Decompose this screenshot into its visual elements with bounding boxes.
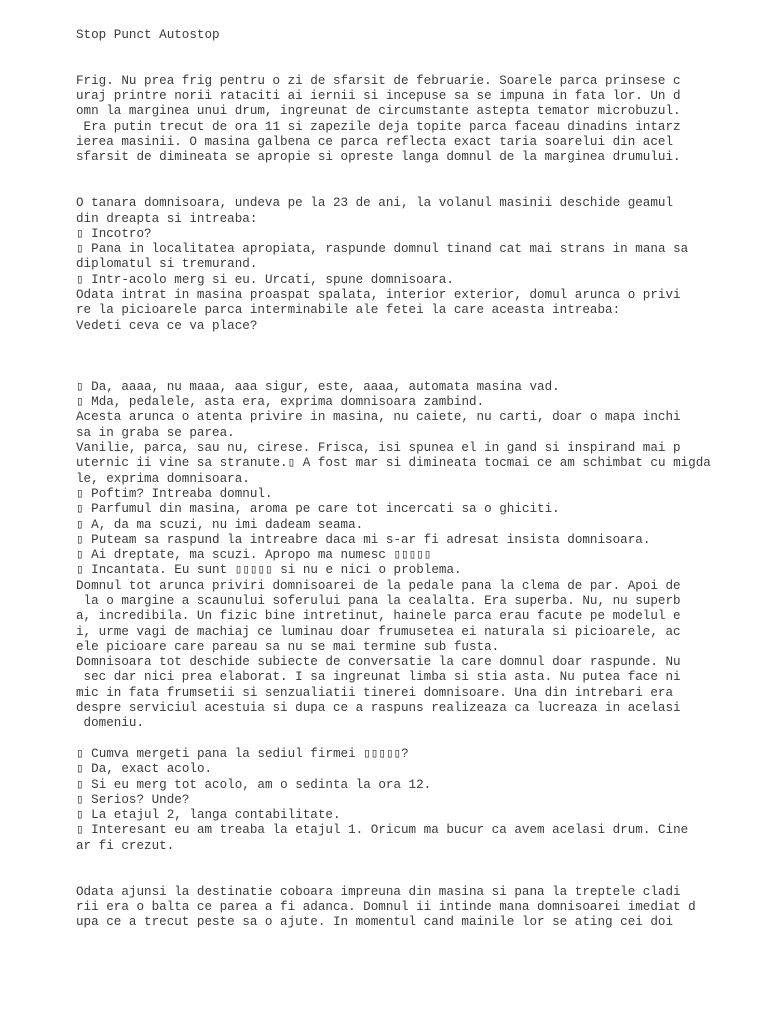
text-line: Vanilie, parca, sau nu, cirese. Frisca, isi spunea el in gand si inspirand mai p [76,441,681,456]
text-line: ▯ Intr-acolo merg si eu. Urcati, spune domnisoara. [76,272,454,287]
text-line: Vedeti ceva ce va place? [76,318,258,333]
text-line: Odata intrat in masina proaspat spalata, interior exterior, domul arunca o privi [76,288,681,303]
text-line: ele picioare care pareau sa nu se mai termine sub fusta. [76,639,500,654]
text-line: re la picioarele parca interminabile ale fetei la care aceasta intreaba: [76,303,621,318]
paragraph-spacer [76,43,716,74]
text-line: upa ce a trecut peste sa o ajute. In momentul cand mainile lor se ating cei doi [76,915,674,930]
text-line: domeniu. [76,716,145,731]
text-line: ▯ Da, aaaa, nu maaa, aaa sigur, este, aaaa, automata masina vad. [76,379,560,394]
text-line: Acesta arunca o atenta privire in masina, nu caiete, nu carti, doar o mapa inchi [76,410,681,425]
paragraph-spacer [76,334,716,380]
text-line: ▯ Incotro? [76,226,152,241]
text-line: Domnisoara tot deschide subiecte de conversatie la care domnul doar raspunde. Nu [76,655,681,670]
document-body [76,43,716,930]
text-line: despre serviciul acestuia si dupa ce a raspuns realizeaza ca lucreaza in acelasi [76,701,681,716]
text-line: ▯ Mda, pedalele, asta era, exprima domnisoara zambind. [76,395,485,410]
text-line: rii era o balta ce parea a fi adanca. Domnul ii intinde mana domnisoarei imediat d [76,899,696,914]
text-line: O tanara domnisoara, undeva pe la 23 de ani, la volanul masinii deschide geamul [76,196,674,211]
text-line: ar fi crezut. [76,838,175,853]
text-line: sfarsit de dimineata se apropie si opreste langa domnul de la marginea drumului. [76,150,681,165]
document-title: Stop Punct Autostop [76,28,220,42]
text-line: ▯ A, da ma scuzi, nu imi dadeam seama. [76,517,364,532]
paragraph-spacer [76,166,716,197]
paragraph-spacer [76,732,716,747]
text-line: la o margine a scaunului soferului pana la cealalta. Era superba. Nu, nu superb [76,593,681,608]
text-line: omn la marginea unui drum, ingreunat de circumstante astepta temator microbuzul. [76,104,681,119]
text-line: ▯ Serios? Unde? [76,792,190,807]
text-line: Domnul tot arunca priviri domnisoarei de la pedale pana la clema de par. Apoi de [76,578,681,593]
text-line: Odata ajunsi la destinatie coboara impreuna din masina si pana la treptele cladi [76,884,681,899]
paragraph [76,885,716,931]
text-line: ▯ La etajul 2, langa contabilitate. [76,808,341,823]
text-line: ▯ Puteam sa raspund la intreabre daca mi s-ar fi adresat insista domnisoara. [76,532,651,547]
text-line: a, incredibila. Un fizic bine intretinut, hainele parca erau facute pe modelul e [76,609,681,624]
text-line: le, exprima domnisoara. [76,471,250,486]
text-line: i, urme vagi de machiaj ce luminau doar frumusetea ei naturala si picioarele, ac [76,624,681,639]
text-line: diplomatul si tremurand. [76,257,258,272]
text-line: ▯ Cumva mergeti pana la sediul firmei ▯▯▯▯▯? [76,746,409,761]
document-page [76,28,716,931]
text-line: Era putin trecut de ora 11 si zapezile deja topite parca faceau dinadins intarz [76,119,681,134]
text-line: ▯ Da, exact acolo. [76,762,213,777]
text-line: sa in graba se parea. [76,425,235,440]
paragraph [76,380,716,732]
text-line: ierea masinii. O masina galbena ce parca reflecta exact taria soarelui din acel [76,135,674,150]
text-line: sec dar nici prea elaborat. I sa ingreunat limba si stia asta. Nu putea face ni [76,670,681,685]
text-line: din dreapta si intreaba: [76,211,258,226]
text-line: mic in fata frumsetii si senzualiatii tinerei domnisoare. Una din intrebari era [76,685,674,700]
text-line: ▯ Si eu merg tot acolo, am o sedinta la ora 12. [76,777,432,792]
text-line: uternic ii vine sa stranute.▯ A fost mar si dimineata tocmai ce am schimbat cu migda [76,456,711,471]
text-line: ▯ Incantata. Eu sunt ▯▯▯▯▯ si nu e nici o problema. [76,563,462,578]
paragraph [76,196,716,334]
paragraph [76,747,716,854]
text-line: ▯ Parfumul din masina, aroma pe care tot incercati sa o ghiciti. [76,502,560,517]
text-line: ▯ Pana in localitatea apropiata, raspunde domnul tinand cat mai strans in mana sa [76,242,689,257]
text-line: uraj printre norii rataciti ai iernii si incepuse sa se impuna in fata lor. Un d [76,89,681,104]
paragraph-spacer [76,854,716,885]
text-line: Frig. Nu prea frig pentru o zi de sfarsit de februarie. Soarele parca prinsese c [76,73,681,88]
text-line: ▯ Poftim? Intreaba domnul. [76,486,273,501]
paragraph [76,74,716,166]
text-line: ▯ Interesant eu am treaba la etajul 1. Oricum ma bucur ca avem acelasi drum. Cine [76,823,689,838]
text-line: ▯ Ai dreptate, ma scuzi. Apropo ma numesc ▯▯▯▯▯ [76,548,432,563]
